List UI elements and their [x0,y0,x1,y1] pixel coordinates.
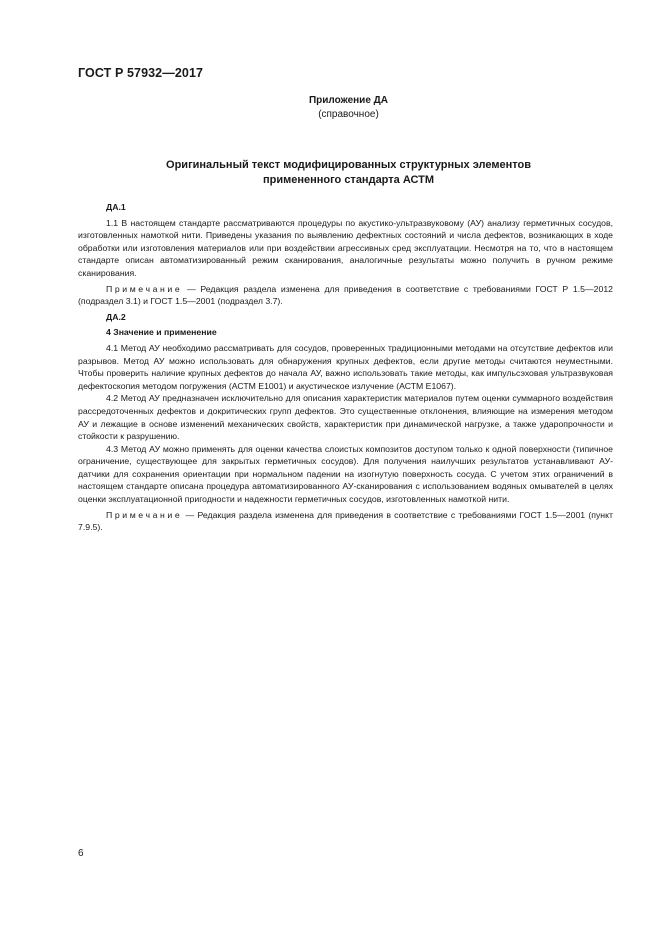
page-number: 6 [78,848,84,859]
section-label-da1: ДА.1 [106,202,126,212]
note-da1 [78,283,613,308]
heading-line-1: Оригинальный текст модифицированных структурных элементов [166,159,531,171]
heading-line-2: примененного стандарта АСТМ [262,173,435,186]
note-da2 [78,509,613,534]
paragraph-4-1: 4.1 Метод АУ необходимо рассматривать для сосудов, проверенных традиционными методами на отсутствие дефектов или разрывов. Метод АУ можно использовать для обнаружения крупных дефектов, если другие методы считаются неуместными. Чтобы проверить наличие крупных дефектов до начала АУ, важно использовать такие методы, как импульсэховая ультразвуковая дефектоскопия методом погружения (АСТМ Е1001) и акустическое излучение (АСТМ Е1067). [78,342,613,391]
paragraph-4-3: 4.3 Метод АУ можно применять для оценки качества слоистых композитов доступом только к одной поверхности (типичное ограничение, существующее для закрытых герметичных сосудов). Для получения наилучших результатов устанавливают АУ-датчики для сохранения ориентации при нормальном падении на изогнутую поверхность сосуда. С учетом этих ограничений в настоящем стандарте описана процедура автоматизированного АУ-сканирования с использованием водяных омывателей в целях оценки эксплуатационной пригодности и надежности герметичных сосудов, изготовленных намоткой нити. [78,443,613,505]
appendix-caption [0,94,661,122]
standard-code: ГОСТ Р 57932—2017 [78,66,204,80]
note-text: — Редакция раздела изменена для приведения в соответствие с требованиями ГОСТ Р 1.5—2012 (подраздел 3.1) и ГОСТ 1.5—2001 (подраздел 3.7). [78,283,613,307]
note-text: — Редакция раздела изменена для приведения в соответствие с требованиями ГОСТ 1.5—2001 (пункт 7.9.5). [78,509,613,533]
section-title-4: 4 Значение и применение [106,327,217,338]
appendix-title: Приложение ДА [308,95,389,106]
paragraph-4-2: 4.2 Метод АУ предназначен исключительно для описания характеристик материалов путем оценки суммарного воздействия рассредоточенных дефектов и докритических групп дефектов. Это существенные отклонения, влияющие на измерения методом АУ и лежащие в основе изменений механических свойств, характеристик при динамической нагрузке, а также ударопрочности и стойкости к разрушению. [78,393,613,442]
note-label: Примечание [106,283,183,294]
paragraph-1-1: 1.1 В настоящем стандарте рассматриваются процедуры по акустико-ультразвуковому (АУ) анализу герметичных сосудов, изготовленных намоткой нити. Приведены указания по выявлению дефектных состояний и числа дефектов, возникающих в ходе обработки или изготовления материалов или при воздействии агрессивных сред эксплуатации. Несмотря на то, что в настоящем стандарте описан автоматизированный режим сканирования, аналогичные результаты можно получить в ручном режиме сканирования. [78,217,613,278]
section-heading [0,158,661,187]
appendix-subtitle: (справочное) [318,109,379,120]
section-label-da2: ДА.2 [106,311,126,322]
note-label: Примечание [106,509,183,520]
body-text [78,201,613,534]
